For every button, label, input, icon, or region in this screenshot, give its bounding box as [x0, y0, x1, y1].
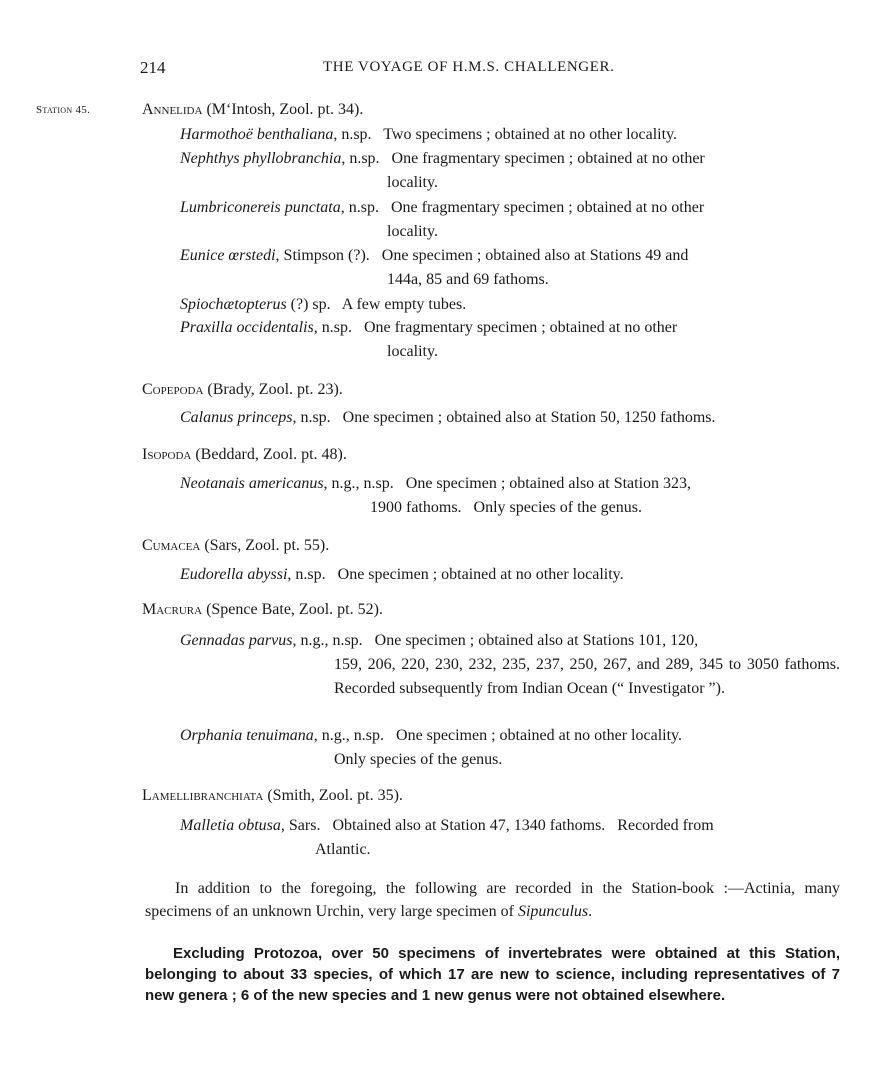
species-note: , n.g., n.sp. One specimen ; obtained also at Stations 101, 120, [292, 632, 699, 649]
group-name: Copepoda [142, 381, 204, 398]
species-entry [180, 724, 840, 772]
species-note-continued: 1900 fathoms. Only species of the genus. [370, 499, 642, 516]
species-note-continued: 144a, 85 and 69 fathoms. [387, 271, 549, 288]
species-note-continued: locality. [387, 223, 438, 240]
species-name: Praxilla occidentalis [180, 319, 314, 336]
paragraph-end: . [588, 903, 593, 920]
species-entry [180, 293, 840, 317]
page-header [0, 58, 880, 82]
species-name: Eunice œrstedi [180, 247, 276, 264]
station-label: Station 45. [36, 104, 91, 116]
species-note-continued: locality. [387, 343, 438, 360]
group-name: Isopoda [142, 446, 192, 463]
group-heading-macrura [142, 601, 383, 619]
species-name: Eudorella abyssi [180, 566, 288, 583]
species-name: Malletia obtusa [180, 817, 281, 834]
group-ref: (Smith, Zool. pt. 35). [263, 787, 403, 804]
species-name: Nephthys phyllobranchia [180, 150, 342, 167]
species-note: , Stimpson (?). One specimen ; obtained also at Stations 49 and [275, 247, 689, 264]
species-note: , n.g., n.sp. One specimen ; obtained at no other locality. [313, 727, 682, 744]
summary-paragraph: Excluding Protozoa, over 50 specimens of invertebrates were obtained at this Station, belonging to about 33 species, of which 17 are new to science, including representatives of 7 new genera ; 6 of the new species and 1 new genus were not obtained elsewhere. [145, 945, 840, 1004]
species-note: , n.sp. Two specimens ; obtained at no other locality. [333, 126, 678, 143]
group-ref: (M‘Intosh, Zool. pt. 34). [202, 101, 364, 118]
running-title: THE VOYAGE OF H.M.S. CHALLENGER. [323, 59, 615, 75]
species-entry [180, 123, 840, 147]
species-note: , n.sp. One specimen ; obtained at no other locality. [287, 566, 624, 583]
group-ref: (Spence Bate, Zool. pt. 52). [202, 601, 383, 618]
species-note-continued: locality. [387, 174, 438, 191]
species-note: (?) sp. A few empty tubes. [286, 296, 467, 313]
paragraph-text: In addition to the foregoing, the following are recorded in the Station-book :—Actinia, many specimens of an unknown Urchin, very large specimen of [145, 880, 840, 920]
species-entry [180, 196, 840, 244]
species-note-continued: Atlantic. [315, 841, 371, 858]
group-heading-cumacea [142, 537, 329, 555]
group-heading-annelida [142, 101, 363, 119]
group-heading-isopoda [142, 446, 347, 464]
species-name: Lumbriconereis punctata [180, 199, 341, 216]
species-name: Gennadas parvus [180, 632, 293, 649]
species-note: , n.sp. One specimen ; obtained also at Station 50, 1250 fathoms. [292, 409, 716, 426]
group-ref: (Beddard, Zool. pt. 48). [191, 446, 347, 463]
species-entry [180, 629, 852, 701]
species-name: Neotanais americanus [180, 475, 324, 492]
group-name: Lamellibranchiata [142, 787, 264, 804]
paragraph-italic: Sipunculus [517, 903, 589, 920]
species-note: , n.sp. One fragmentary specimen ; obtained at no other [341, 150, 705, 167]
species-note-continued: 159, 206, 220, 230, 232, 235, 237, 250, 267, and 289, 345 to 3050 fathoms. Recorded subsequently from Indian Ocean (“ Investigator ”). [334, 656, 852, 697]
station-book-paragraph [145, 877, 840, 923]
species-entry [180, 147, 840, 195]
species-name: Calanus princeps [180, 409, 293, 426]
page-number: 214 [140, 58, 166, 77]
group-heading-lamellibranchiata [142, 787, 403, 805]
species-entry [180, 406, 840, 430]
species-entry [180, 472, 840, 520]
group-name: Annelida [142, 101, 203, 118]
species-note: , n.g., n.sp. One specimen ; obtained also at Station 323, [323, 475, 692, 492]
species-name: Orphania tenuimana [180, 727, 314, 744]
species-entry [180, 316, 840, 364]
group-name: Cumacea [142, 537, 201, 554]
species-entry [180, 814, 840, 862]
species-note: , n.sp. One fragmentary specimen ; obtained at no other [340, 199, 705, 216]
species-name: Harmothoë benthaliana [180, 126, 334, 143]
group-ref: (Brady, Zool. pt. 23). [203, 381, 343, 398]
species-name: Spiochætopterus [180, 296, 287, 313]
species-entry [180, 244, 840, 292]
group-ref: (Sars, Zool. pt. 55). [200, 537, 330, 554]
group-name: Macrura [142, 601, 203, 618]
species-entry [180, 563, 840, 587]
group-heading-copepoda [142, 381, 343, 399]
species-note: , n.sp. One fragmentary specimen ; obtained at no other [313, 319, 678, 336]
species-note-continued: Only species of the genus. [334, 751, 503, 768]
species-note: , Sars. Obtained also at Station 47, 1340 fathoms. Recorded from [280, 817, 714, 834]
